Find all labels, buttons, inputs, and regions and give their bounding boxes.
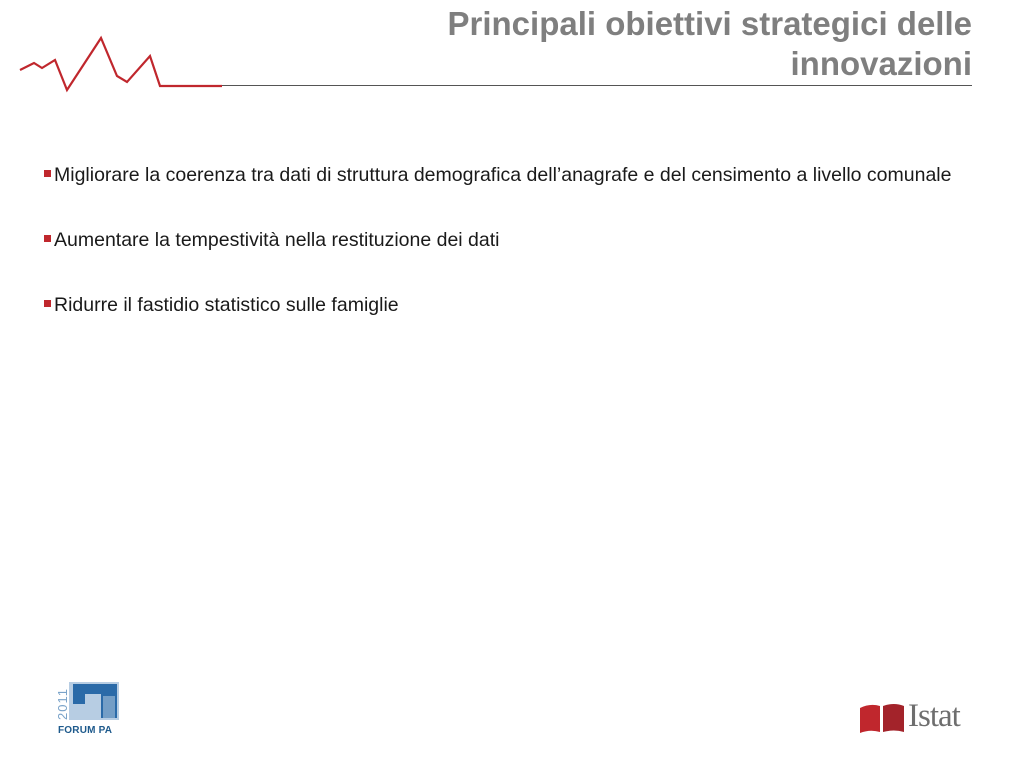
forum-pa-label: FORUM PA bbox=[58, 725, 113, 736]
bullet-text: Aumentare la tempestività nella restituzione dei dati bbox=[54, 229, 500, 251]
bullet-text: Migliorare la coerenza tra dati di struttura demografica dell’anagrafe e del censimento a livello comunale bbox=[54, 164, 952, 186]
bullet-item bbox=[44, 158, 974, 192]
forum-pa-year: 2011 bbox=[55, 688, 70, 720]
bullet-item bbox=[44, 223, 974, 257]
slide-title: Principali obiettivi strategici delle innovazioni bbox=[447, 5, 972, 82]
istat-logo-text: Istat bbox=[908, 698, 960, 734]
bullet-item bbox=[44, 288, 974, 322]
bullet-text: Ridurre il fastidio statistico sulle famiglie bbox=[54, 294, 399, 316]
sparkline-decoration bbox=[0, 0, 230, 100]
title-underline bbox=[222, 85, 972, 86]
square-bullet-icon bbox=[44, 170, 51, 177]
istat-logo-mark bbox=[858, 700, 908, 734]
square-bullet-icon bbox=[44, 235, 51, 242]
square-bullet-icon bbox=[44, 300, 51, 307]
bullet-list bbox=[44, 158, 974, 353]
